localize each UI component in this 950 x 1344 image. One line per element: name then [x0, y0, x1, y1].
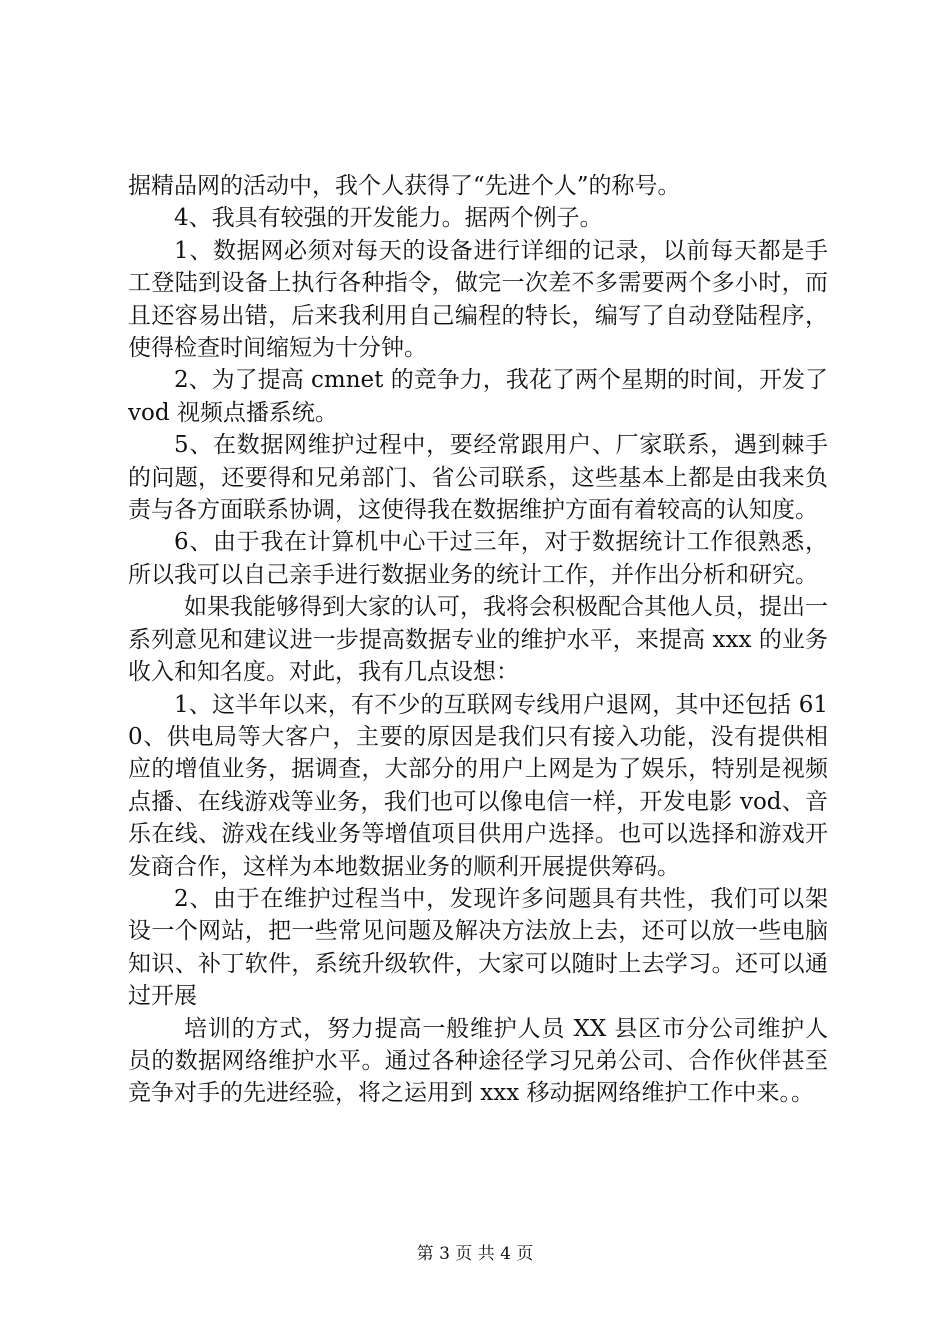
page-number-footer: 第 3 页 共 4 页 [416, 1244, 534, 1264]
paragraph-point-4: 4、我具有较强的开发能力。据两个例子。 [174, 205, 603, 232]
paragraph-proposal-intro: 如果我能够得到大家的认可，我将会积极配合其他人员，提出一系列意见和建议进一步提高数据专业的维护水平，来提高 xxx 的业务收入和知名度。对此，我有几点设想： [128, 594, 828, 686]
paragraph-example-2: 2、为了提高 cmnet 的竞争力，我花了两个星期的时间，开发了 vod 视频点播系统。 [128, 367, 828, 426]
paragraph-example-1: 1、数据网必须对每天的设备进行详细的记录，以前每天都是手工登陆到设备上执行各种指令，做完一次差不多需要两个多小时，而且还容易出错，后来我利用自己编程的特长，编写了自动登陆程序，使得检查时间缩短为十分钟。 [128, 237, 828, 362]
paragraph-training: 培训的方式，努力提高一般维护人员 XX 县区市分公司维护人员的数据网络维护水平。通过各种途径学习兄弟公司、合作伙伴甚至竞争对手的先进经验，将之运用到 xxx 移动据网络维护工作中来。。 [128, 1015, 828, 1107]
paragraph-continuation: 据精品网的活动中，我个人获得了“先进个人”的称号。 [128, 173, 681, 199]
paragraph-point-5: 5、在数据网维护过程中，要经常跟用户、厂家联系，遇到棘手的问题，还要得和兄弟部门、省公司联系，这些基本上都是由我来负责与各方面联系协调，这使得我在数据维护方面有着较高的认知度。 [128, 432, 828, 524]
paragraph-idea-2: 2、由于在维护过程当中，发现许多问题具有共性，我们可以架设一个网站，把一些常见问题及解决方法放上去，还可以放一些电脑知识、补丁软件，系统升级软件，大家可以随时上去学习。还可以通过开展 [128, 885, 828, 1010]
paragraph-idea-1: 1、这半年以来，有不少的互联网专线用户退网，其中还包括 610、供电局等大客户，主要的原因是我们只有接入功能，没有提供相应的增值业务，据调查，大部分的用户上网是为了娱乐，特别是视频点播、在线游戏等业务，我们也可以像电信一样，开发电影 vod、音乐在线、游戏在线业务等增值项目供用户选择。也可以选择和游戏开发商合作，这样为本地数据业务的顺利开展提供筹码。 [128, 691, 828, 880]
paragraph-point-6: 6、由于我在计算机中心干过三年，对于数据统计工作很熟悉，所以我可以自己亲手进行数据业务的统计工作，并作出分析和研究。 [128, 529, 828, 588]
document-body [128, 170, 828, 1110]
